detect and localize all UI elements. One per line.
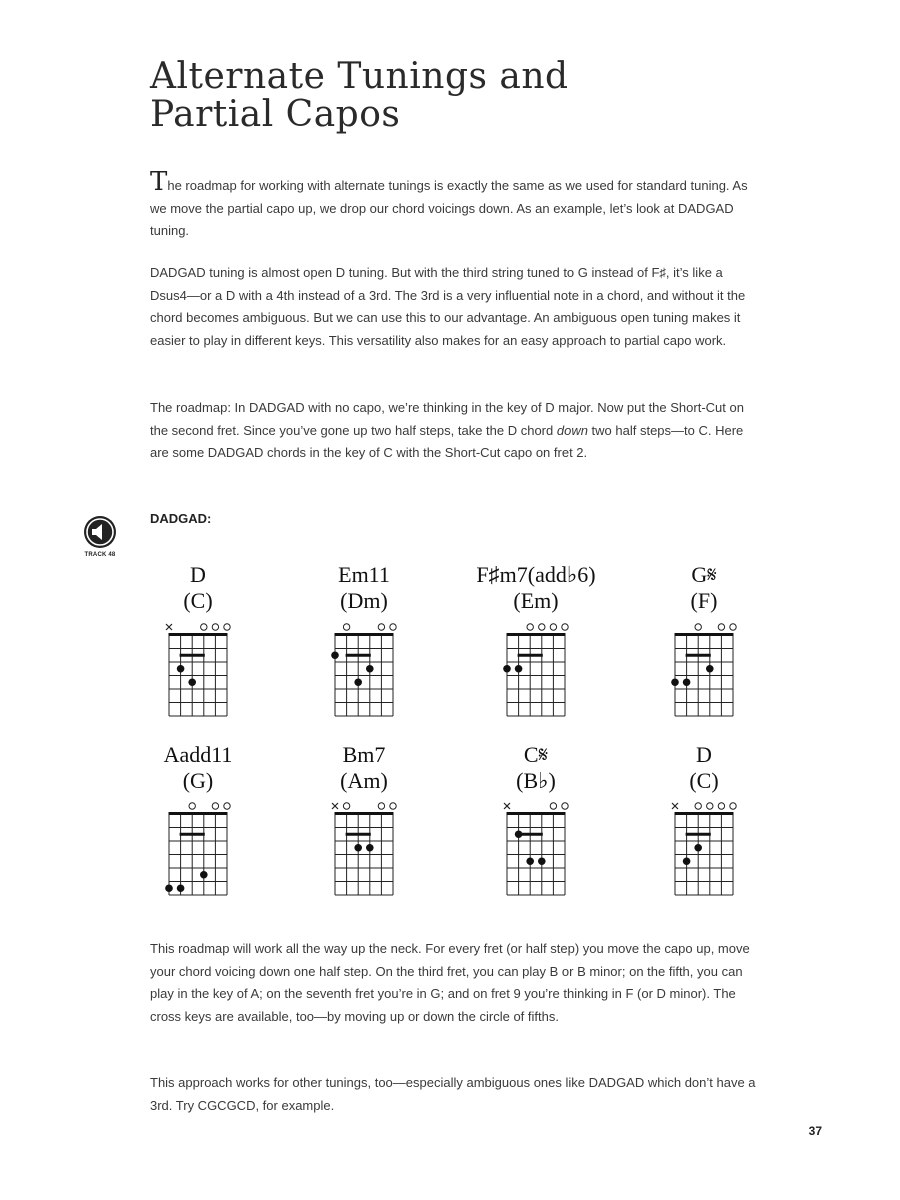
chord-name xyxy=(624,562,784,614)
nut xyxy=(507,633,566,636)
chord-alt-label: (G) xyxy=(182,768,214,793)
finger-dot xyxy=(366,665,374,673)
chord-diagram xyxy=(497,800,575,903)
muted-string-marker xyxy=(166,624,172,630)
chord-alt-label: (F) xyxy=(690,588,718,613)
nut xyxy=(169,812,228,815)
chord-alt-label: (B♭) xyxy=(516,768,556,793)
finger-dot xyxy=(366,844,374,852)
paragraph-intro xyxy=(150,167,760,243)
nut xyxy=(335,633,394,636)
paragraph-roadmap-b: two half steps—to C. Here are some DADGAD chords in the key of C with the Short-Cut capo on fret 2. xyxy=(150,422,744,460)
capo-bar xyxy=(686,833,711,836)
chord-name-label: G𝄋 xyxy=(691,562,717,587)
paragraph-roadmap xyxy=(150,397,760,465)
nut xyxy=(335,812,394,815)
finger-dot xyxy=(683,857,691,865)
title-line-1: Alternate Tunings and xyxy=(150,56,569,97)
open-string-marker xyxy=(378,803,384,809)
open-string-marker xyxy=(224,803,230,809)
open-string-marker xyxy=(730,624,736,630)
nut xyxy=(507,812,566,815)
capo-bar xyxy=(180,833,205,836)
chord-name xyxy=(284,742,444,794)
finger-dot xyxy=(177,665,185,673)
open-string-marker xyxy=(343,624,349,630)
paragraph-other-tunings: This approach works for other tunings, too—especially ambiguous ones like DADGAD which don’t have a 3rd. Try CGCGCD, for example. xyxy=(150,1075,756,1113)
open-string-marker xyxy=(378,624,384,630)
capo-bar xyxy=(346,654,371,657)
chord-name xyxy=(456,562,616,614)
drop-cap: T xyxy=(150,167,168,197)
chord-alt-label: (Em) xyxy=(513,588,559,613)
open-string-marker xyxy=(390,624,396,630)
nut xyxy=(675,812,734,815)
chord-alt-label: (Am) xyxy=(340,768,388,793)
muted-string-marker xyxy=(504,803,510,809)
chord-name-label: Bm7 xyxy=(342,742,386,767)
paragraph-roadmap-em: down xyxy=(556,422,588,438)
chord-name xyxy=(624,742,784,794)
chord-name xyxy=(456,742,616,794)
page-title xyxy=(150,58,569,134)
chord-name-label: F♯m7(add♭6) xyxy=(476,562,596,587)
muted-string-marker xyxy=(332,803,338,809)
open-string-marker xyxy=(695,803,701,809)
finger-dot xyxy=(177,884,185,892)
open-string-marker xyxy=(343,803,349,809)
open-string-marker xyxy=(562,624,568,630)
open-string-marker xyxy=(718,624,724,630)
finger-dot xyxy=(683,678,691,686)
open-string-marker xyxy=(730,803,736,809)
finger-dot xyxy=(538,857,546,865)
capo-bar xyxy=(180,654,205,657)
chord-alt-label: (C) xyxy=(183,588,213,613)
capo-bar xyxy=(686,654,711,657)
open-string-marker xyxy=(527,624,533,630)
chord-name-label: D xyxy=(696,742,712,767)
finger-dot xyxy=(200,871,208,879)
open-string-marker xyxy=(189,803,195,809)
track-label: TRACK 48 xyxy=(84,552,116,558)
speaker-icon xyxy=(83,515,117,549)
chord-name-label: C𝄋 xyxy=(523,742,549,767)
open-string-marker xyxy=(718,803,724,809)
chord-diagram xyxy=(325,800,403,903)
chord-diagram xyxy=(665,621,743,724)
chord-alt-label: (C) xyxy=(689,768,719,793)
open-string-marker xyxy=(390,803,396,809)
finger-dot xyxy=(503,665,511,673)
chord-diagram xyxy=(159,800,237,903)
finger-dot xyxy=(526,857,534,865)
open-string-marker xyxy=(212,624,218,630)
chord-diagram xyxy=(665,800,743,903)
open-string-marker xyxy=(550,624,556,630)
chord-name xyxy=(284,562,444,614)
chord-name-label: D xyxy=(190,562,206,587)
chord-alt-label: (Dm) xyxy=(340,588,388,613)
finger-dot xyxy=(515,830,523,838)
open-string-marker xyxy=(224,624,230,630)
capo-bar xyxy=(346,833,371,836)
open-string-marker xyxy=(201,624,207,630)
finger-dot xyxy=(694,844,702,852)
paragraph-roadmap-a: The roadmap: In DADGAD with no capo, we’re thinking in the key of D major. Now put the Short-Cut on the second fret. Since you’ve gone up two half steps, take the D chord xyxy=(150,400,744,438)
finger-dot xyxy=(165,884,173,892)
open-string-marker xyxy=(695,624,701,630)
chord-diagram xyxy=(325,621,403,724)
open-string-marker xyxy=(707,803,713,809)
chord-name xyxy=(118,742,278,794)
page-number: 37 xyxy=(808,1124,822,1138)
finger-dot xyxy=(671,678,679,686)
paragraph-dadgad: DADGAD tuning is almost open D tuning. But with the third string tuned to G instead of F♯, it’s like a Dsus4—or a D with a 4th instead of a 3rd. The 3rd is a very influential note in a chord, and without it the chord becomes ambiguous. But we can use this to our advantage. An ambiguous open tuning makes it easier to play in different keys. This versatility also makes for an easy approach to partial capo work. xyxy=(150,265,746,348)
nut xyxy=(169,633,228,636)
chord-name-label: Em11 xyxy=(338,562,390,587)
finger-dot xyxy=(188,678,196,686)
section-label: DADGAD: xyxy=(150,511,212,526)
open-string-marker xyxy=(562,803,568,809)
chord-name xyxy=(118,562,278,614)
finger-dot xyxy=(331,651,339,659)
paragraph-intro-text: he roadmap for working with alternate tunings is exactly the same as we used for standard tuning. As we move the partial capo up, we drop our chord voicings down. As an example, let’s look at DADGAD tuning. xyxy=(150,178,748,238)
paragraph-up-the-neck: This roadmap will work all the way up the neck. For every fret (or half step) you move the capo up, move your chord voicing down one half step. On the third fret, you can play B or B minor; on the fifth, you can play in the key of A; on the seventh fret you’re in G; and on fret 9 you’re thinking in F (or D minor). The cross keys are available, too—by moving up or down the circle of fifths. xyxy=(150,941,750,1024)
open-string-marker xyxy=(539,624,545,630)
finger-dot xyxy=(354,678,362,686)
chord-diagram xyxy=(159,621,237,724)
chord-diagram xyxy=(497,621,575,724)
title-line-2: Partial Capos xyxy=(150,94,401,135)
open-string-marker xyxy=(550,803,556,809)
nut xyxy=(675,633,734,636)
track-badge[interactable] xyxy=(74,515,126,558)
open-string-marker xyxy=(212,803,218,809)
finger-dot xyxy=(706,665,714,673)
muted-string-marker xyxy=(672,803,678,809)
finger-dot xyxy=(515,665,523,673)
capo-bar xyxy=(518,654,543,657)
chord-name-label: Aadd11 xyxy=(163,742,233,767)
finger-dot xyxy=(354,844,362,852)
